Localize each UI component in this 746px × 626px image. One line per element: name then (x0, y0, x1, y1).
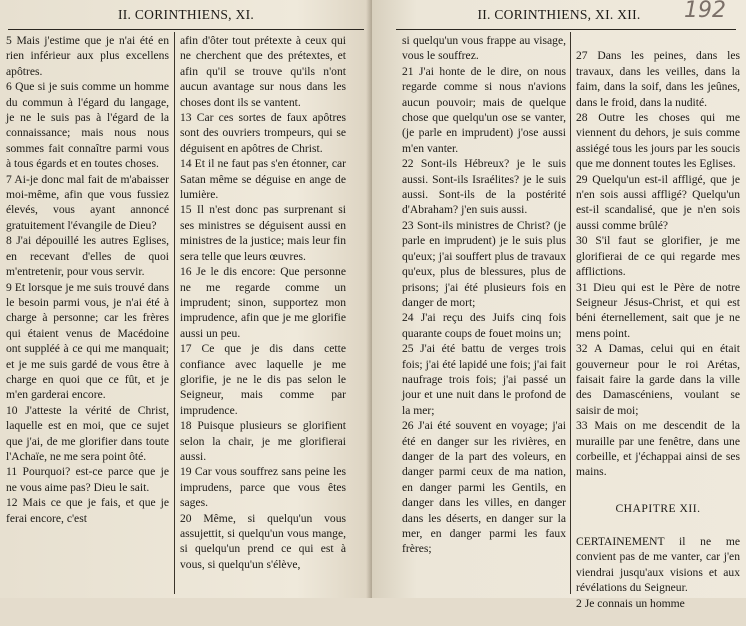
right-column-1: si quelqu'un vous frappe au visage, vous le souffrez. 21 J'ai honte de le dire, on nous regarde comme si nous n'avions aucun pouvoir; mais de quelque chose que quelqu'un ose se vanter, (je parle en imprudent) j'ose aussi m'en vanter. 22 Sont-ils Hébreux? je le suis aussi. Sont-ils Israélites? je le suis aussi. Sont-ils de la postérité d'Abraham? j'en suis aussi. 23 Sont-ils ministres de Christ? (je parle en imprudent) je le suis plus qu'eux; j'ai souffert plus de travaux qu'eux, plus de blessures, plus de prisons; j'ai été plusieurs fois en danger de mort; 24 J'ai reçu des Juifs cinq fois quarante coups de fouet moins un; 25 J'ai été battu de verges trois fois; j'ai été lapidé une fois; j'ai fait naufrage trois fois; j'ai passé un jour et une nuit dans le profond de la mer; 26 J'ai été souvent en voyage; j'ai été en danger sur les rivières, en danger de la part des voleurs, en danger parmi ceux de ma nation, en danger parmi les Gentils, en danger dans les villes, en danger dans les déserts, en danger sur la mer, en danger parmi les faux frères; (402, 34, 566, 556)
left-running-header: II. CORINTHIENS, XI. (117, 7, 255, 22)
right-column-2 (576, 33, 740, 626)
left-column-2: afin d'ôter tout prétexte à ceux qui ne cherchent que des prétextes, et afin qu'il se trouve qu'ils n'ont aucun avantage sur nous dans les choses dont ils se vantent. 13 Car ces sortes de faux apôtres sont des ouvriers trompeurs, qui se déguisent en apôtres de Christ. 14 Et il ne faut pas s'en étonner, car Satan même se déguise en ange de lumière. 15 Il n'est donc pas surprenant si ses ministres se déguisent aussi en ministres de la justice; mais leur fin sera telle que leurs œuvres. 16 Je le dis encore: Que personne ne me regarde comme un imprudent; sinon, supportez mon imprudence, afin que je me glorifie aussi un peu. 17 Ce que je dis dans cette confiance avec laquelle je me glorifie, je ne le dis pas selon le Seigneur, mais comme par imprudence. 18 Puisque plusieurs se glorifient selon la chair, je me glorifierai aussi. 19 Car vous souffrez sans peine les imprudens, parce que vous êtes sages. 20 Même, si quelqu'un vous assujettit, si quelqu'un vous mange, si quelqu'un prend ce qui est à vous, si quelqu'un s'élève, (180, 34, 346, 571)
left-column-1: 5 Mais j'estime que je n'ai été en rien inférieur aux plus excellens apôtres. 6 Que si je suis comme un homme du commun à l'égard du langage, je ne le suis pas à l'égard de la connaissance; mais nous nous sommes fait connaître parmi vous à tous égards et en toutes choses. 7 Ai-je donc mal fait de m'abaisser moi-même, afin que vous fussiez élevés, vous ayant annoncé gratuitement l'évangile de Dieu? 8 J'ai dépouillé les autres Eglises, en recevant d'elles de quoi m'entretenir, pour vous servir. 9 Et lorsque je me suis trouvé dans le besoin parmi vous, je n'ai été à charge à personne; car les frères qui étaient venus de Macédoine ont suppléé à ce qui me manquait; et je me suis gardé de vous être à charge en quoi que ce fût, et je m'en garderai encore. 10 J'atteste la vérité de Christ, laquelle est en moi, que ce sujet que j'ai, de me glorifier dans toute l'Achaïe, ne me sera point ôté. 11 Pourquoi? est-ce parce que je ne vous aime pas? Dieu le sait. 12 Mais ce que je fais, et que je ferai encore, c'est (6, 34, 169, 525)
right-header-rule (396, 29, 736, 30)
chapter-xii-opening: CERTAINEMENT il ne me convient pas de me vanter, car j'en viendrai jusqu'aux visions et aux révélations du Seigneur. 2 Je connais un homme (576, 535, 740, 610)
right-column-rule (570, 32, 571, 594)
right-column-2-verses: 27 Dans les peines, dans les travaux, dans les veilles, dans la faim, dans la soif, dans les jeûnes, dans le froid, dans la nudité. 28 Outre les choses qui me viennent du dehors, je suis comme assiégé tous les jours par les soucis que me donnent toutes les Eglises. 29 Quelqu'un est-il affligé, que je n'en sois aussi affligé? Quelqu'un est-il scandalisé, que je n'en sois aussi comme brûlé? 30 S'il faut se glorifier, je me glorifierai de ce qui regarde mes afflictions. 31 Dieu qui est le Père de notre Seigneur Jésus-Christ, et qui est béni éternellement, sait que je ne mens point. 32 A Damas, celui qui en était gouverneur pour le roi Arétas, faisait faire la garde dans la ville des Damascéniens, voulant se saisir de moi; 33 Mais on me descendit de la muraille par une fenêtre, dans une corbeille, et j'échappai ainsi de ses mains. (576, 49, 740, 479)
left-column-rule (174, 32, 175, 594)
left-page (0, 0, 372, 598)
handwritten-page-number: 192 (684, 0, 726, 23)
right-header-text: II. CORINTHIENS, XI. XII. (477, 7, 641, 22)
left-header-rule (8, 29, 364, 30)
right-page (372, 0, 746, 610)
chapter-heading: CHAPITRE XII. (615, 502, 701, 516)
